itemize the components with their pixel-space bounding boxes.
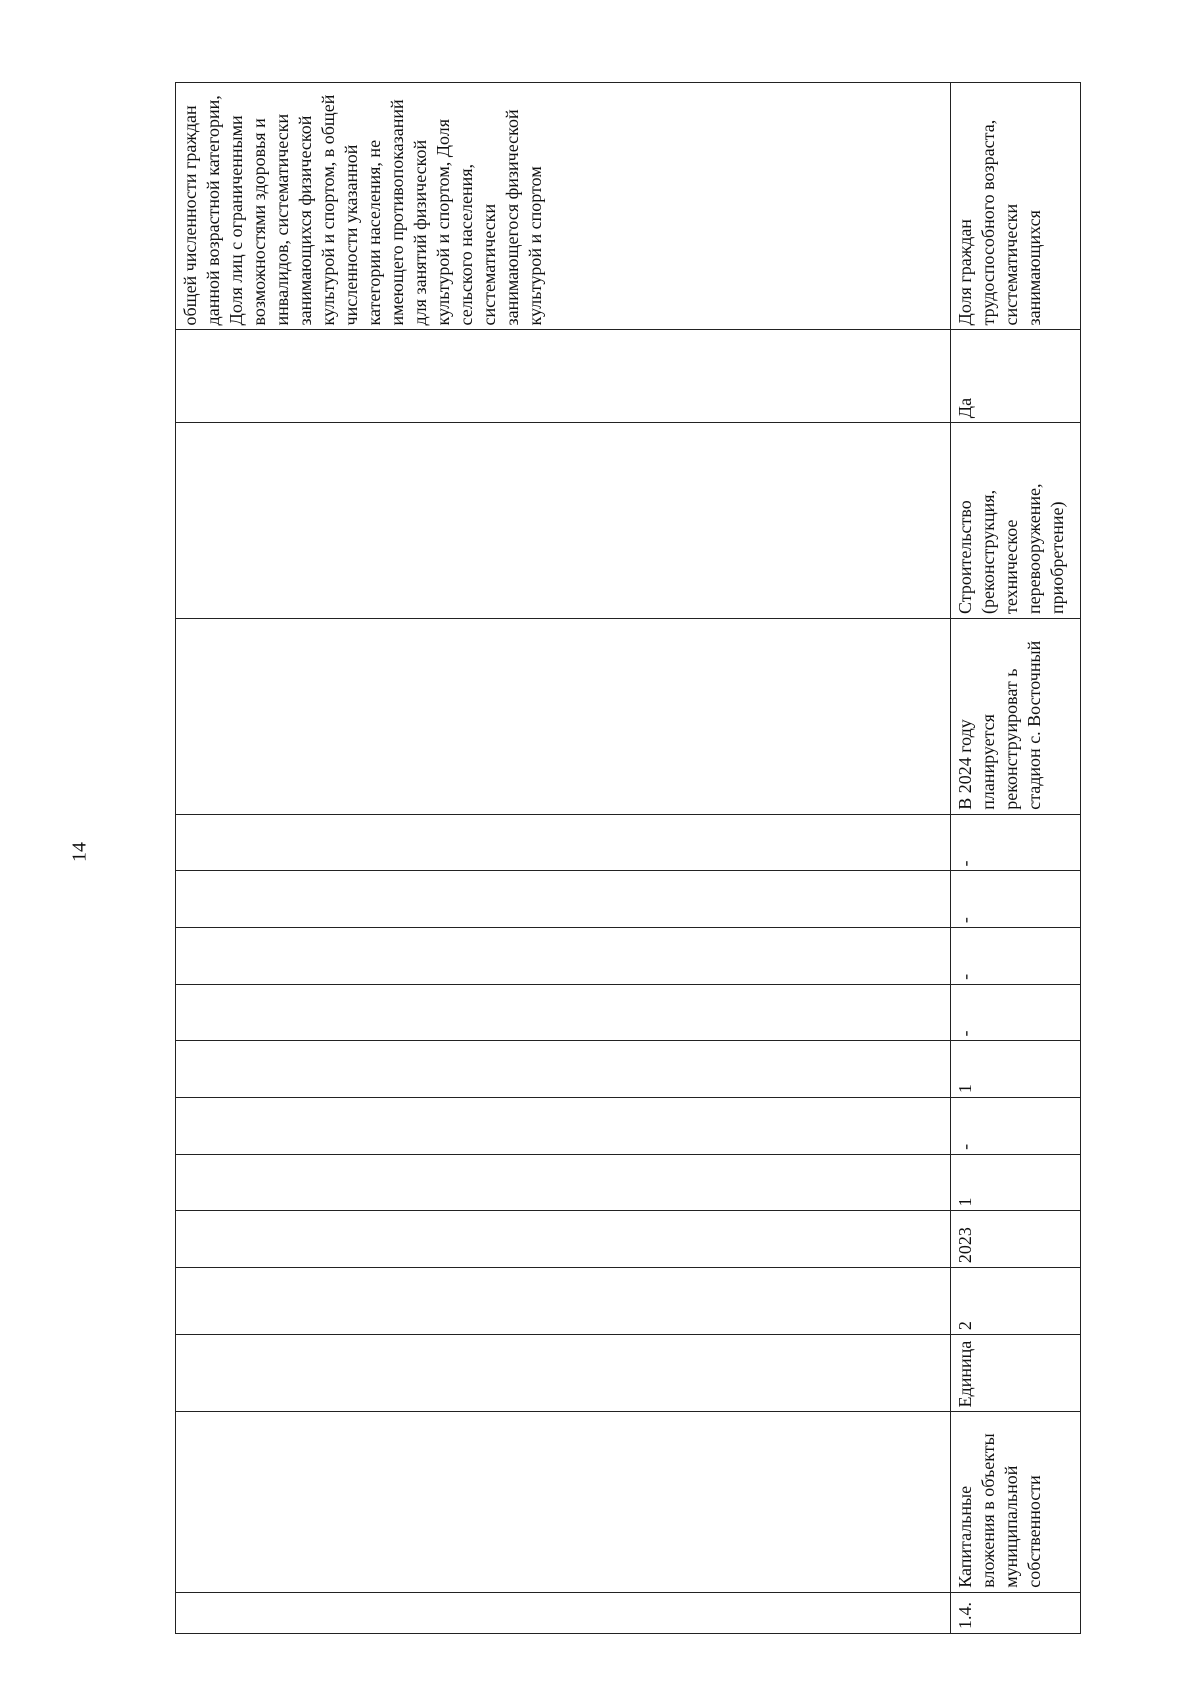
table-cell — [176, 871, 951, 928]
table-cell: 1 — [951, 1041, 1081, 1098]
table-cell — [176, 423, 951, 619]
table-cell — [176, 330, 951, 423]
table-row — [176, 83, 951, 1634]
table-cell: 1.4. — [951, 1592, 1081, 1633]
table-cell — [176, 1268, 951, 1335]
table-cell: Да — [951, 330, 1081, 423]
table-cell: В 2024 году планируется реконструироват ь стадион с. Восточный — [951, 619, 1081, 815]
table-cell: 1 — [951, 1154, 1081, 1211]
table-cell: 2023 — [951, 1211, 1081, 1268]
table-cell — [176, 984, 951, 1041]
table-cell: Единица — [951, 1335, 1081, 1412]
table-row — [951, 83, 1081, 1634]
table-cell — [176, 619, 951, 815]
table-cell: Строительство (реконструкция, техническое перевооружение, приобретение) — [951, 423, 1081, 619]
table-cell: - — [951, 984, 1081, 1041]
table-cell: - — [951, 1098, 1081, 1155]
table-cell — [176, 814, 951, 871]
table-cell: 2 — [951, 1268, 1081, 1335]
table-cell — [176, 1211, 951, 1268]
table-cell: Доля граждан трудоспособного возраста, систематически занимающихся — [951, 83, 1081, 330]
table-cell — [176, 1592, 951, 1633]
table-cell — [176, 1412, 951, 1592]
table-cell: - — [951, 814, 1081, 871]
table-cell — [176, 1098, 951, 1155]
table-cell: Капитальные вложения в объекты муниципальной собственности — [951, 1412, 1081, 1592]
table-cell — [176, 1041, 951, 1098]
table-cell: общей численности граждан данной возрастной категории, Доля лиц с ограниченными возможностями здоровья и инвалидов, систематически занимающихся физической культурой и спортом, в общей численности указанной категории населения, не имеющего противопоказаний для занятий физической культурой и спортом, Доля сельского населения, систематически занимающегося физической культурой и спортом — [176, 83, 951, 330]
program-measures-table — [175, 82, 1081, 1634]
rotated-table-container — [175, 82, 1080, 1634]
table-cell — [176, 1154, 951, 1211]
table-cell — [176, 1335, 951, 1412]
table-cell: - — [951, 871, 1081, 928]
table-cell: - — [951, 928, 1081, 985]
page-number: 14 — [68, 842, 91, 862]
table-cell — [176, 928, 951, 985]
